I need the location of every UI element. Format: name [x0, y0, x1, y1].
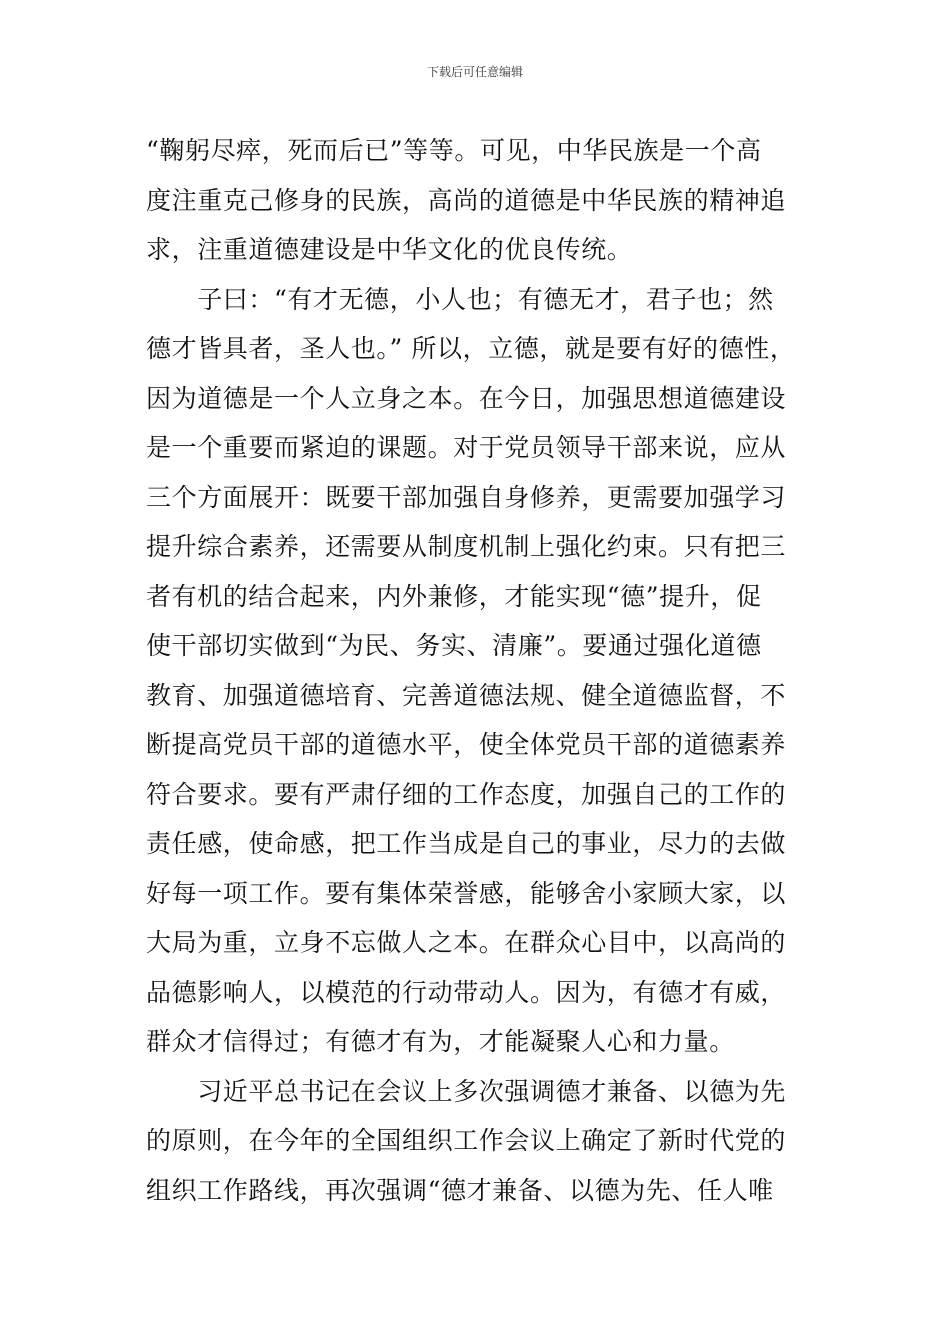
text-line: 者有机的结合起来，内外兼修，才能实现“德”提升，促: [146, 581, 762, 611]
text-line: 断提高党员干部的道德水平，使全体党员干部的道德素养: [146, 730, 787, 759]
text-line: 组织工作路线，再次强调“德才兼备、以德为先、任人唯: [146, 1175, 774, 1205]
text-line: 责任感，使命感，把工作当成是自己的事业，尽力的去做: [146, 829, 787, 858]
text-line: 品德影响人，以模范的行动带动人。因为，有德才有威，: [146, 977, 787, 1007]
text-line: 教育、加强道德培育、完善道德法规、健全道德监督，不: [146, 680, 787, 710]
text-line: 三个方面展开：既要干部加强自身修养，更需要加强学习: [146, 482, 787, 512]
text-line: 的原则，在今年的全国组织工作会议上确定了新时代党的: [146, 1126, 787, 1155]
text-line: 使干部切实做到“为民、务实、清廉”。要通过强化道德: [146, 631, 762, 660]
text-line: 因为道德是一个人立身之本。在今日，加强思想道德建设: [146, 383, 787, 413]
text-line: 符合要求。要有严肃仔细的工作态度，加强自己的工作的: [146, 779, 787, 809]
text-line: 群众才信得过；有德才有为，才能凝聚人心和力量。: [146, 1027, 735, 1056]
text-line: 好每一项工作。要有集体荣誉感，能够舍小家顾大家，以: [146, 878, 787, 908]
text-line: 大局为重，立身不忘做人之本。在群众心目中，以高尚的: [146, 928, 787, 957]
text-line: 习近平总书记在会议上多次强调德才兼备、以德为先: [146, 1076, 787, 1106]
text-line: 求，注重道德建设是中华文化的优良传统。: [146, 235, 633, 264]
text-line: 德才皆具者，圣人也。” 所以，立德，就是要有好的德性，: [146, 334, 796, 363]
text-line: 子曰：“有才无德，小人也；有德无才，君子也；然: [146, 284, 774, 314]
document-body: [146, 126, 808, 1215]
text-line: 度注重克己修身的民族，高尚的道德是中华民族的精神追: [146, 185, 787, 215]
text-line: 提升综合素养，还需要从制度机制上强化约束。只有把三: [146, 532, 787, 561]
text-line: “鞠躬尽瘁，死而后已”等等。可见，中华民族是一个高: [146, 136, 762, 165]
page-header: 下载后可任意编辑: [426, 65, 523, 79]
text-line: 是一个重要而紧迫的课题。对于党员领导干部来说，应从: [146, 433, 787, 462]
